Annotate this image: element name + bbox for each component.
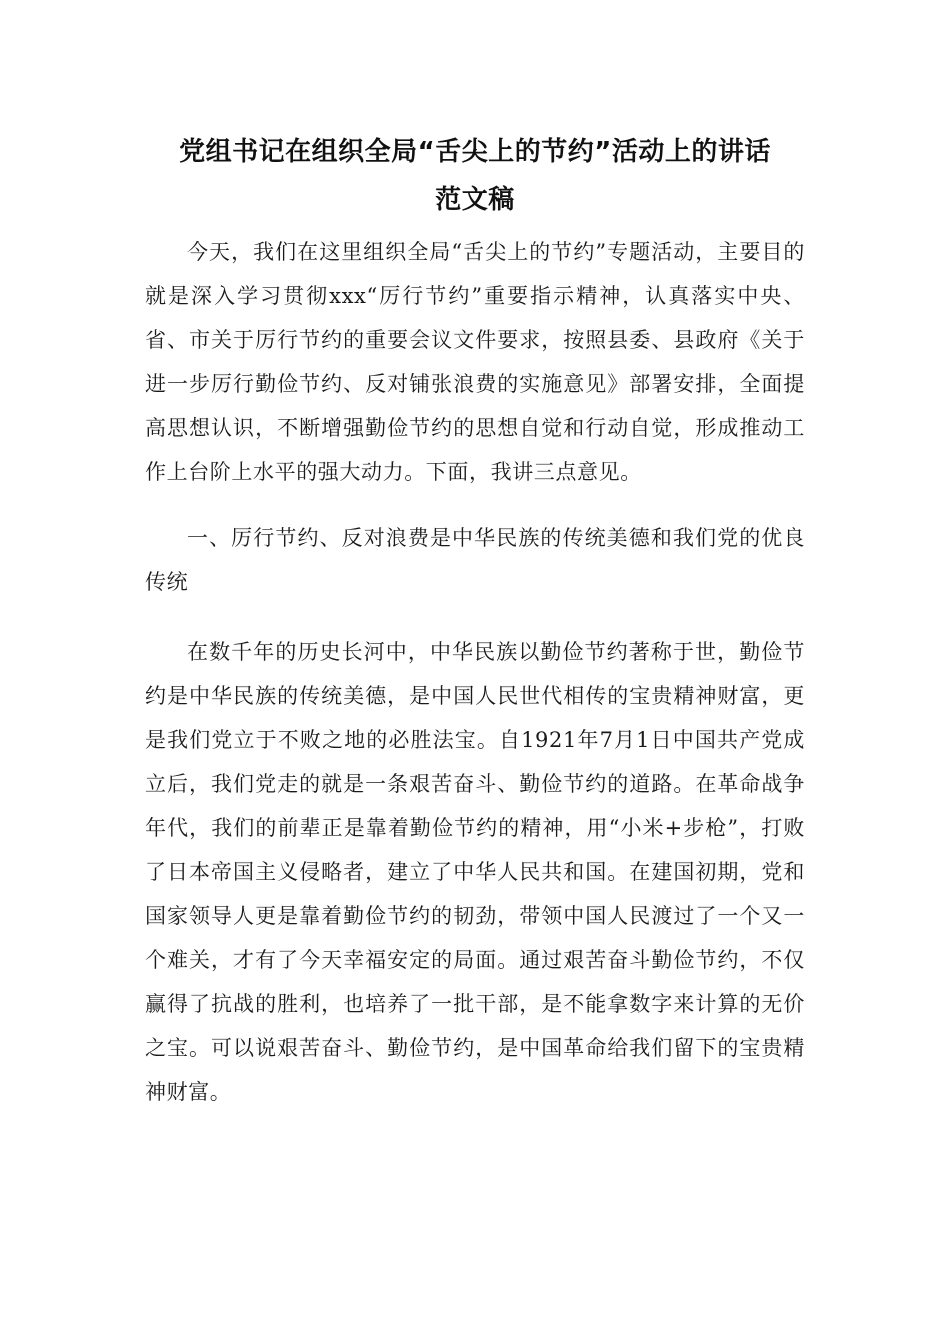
document-page (145, 128, 805, 1114)
intro-paragraph: 今天，我们在这里组织全局“舌尖上的节约”专题活动，主要目的就是深入学习贯彻xxx“厉行节约”重要指示精神，认真落实中央、省、市关于厉行节约的重要会议文件要求，按照县委、县政府《关于进一步厉行勤俭节约、反对铺张浪费的实施意见》部署安排，全面提高思想认识，不断增强勤俭节约的思想自觉和行动自觉，形成推动工作上台阶上水平的强大动力。下面，我讲三点意见。 (145, 240, 805, 484)
title-line-1: 党组书记在组织全局“舌尖上的节约”活动上的讲话 (179, 137, 771, 167)
section-1-body: 在数千年的历史长河中，中华民族以勤俭节约著称于世，勤俭节约是中华民族的传统美德，是中国人民世代相传的宝贵精神财富，更是我们党立于不败之地的必胜法宝。自1921年7月1日中国共产党成立后，我们党走的就是一条艰苦奋斗、勤俭节约的道路。在革命战争年代，我们的前辈正是靠着勤俭节约的精神，用“小米+步枪”，打败了日本帝国主义侵略者，建立了中华人民共和国。在建国初期，党和国家领导人更是靠着勤俭节约的韧劲，带领中国人民渡过了一个又一个难关，才有了今天幸福安定的局面。通过艰苦奋斗勤俭节约，不仅赢得了抗战的胜利，也培养了一批干部，是不能拿数字来计算的无价之宝。可以说艰苦奋斗、勤俭节约，是中国革命给我们留下的宝贵精神财富。 (145, 640, 805, 1104)
title-line-2: 范文稿 (435, 185, 515, 215)
section-1-heading: 一、厉行节约、反对浪费是中华民族的传统美德和我们党的优良传统 (145, 526, 805, 594)
document-title (145, 128, 805, 224)
